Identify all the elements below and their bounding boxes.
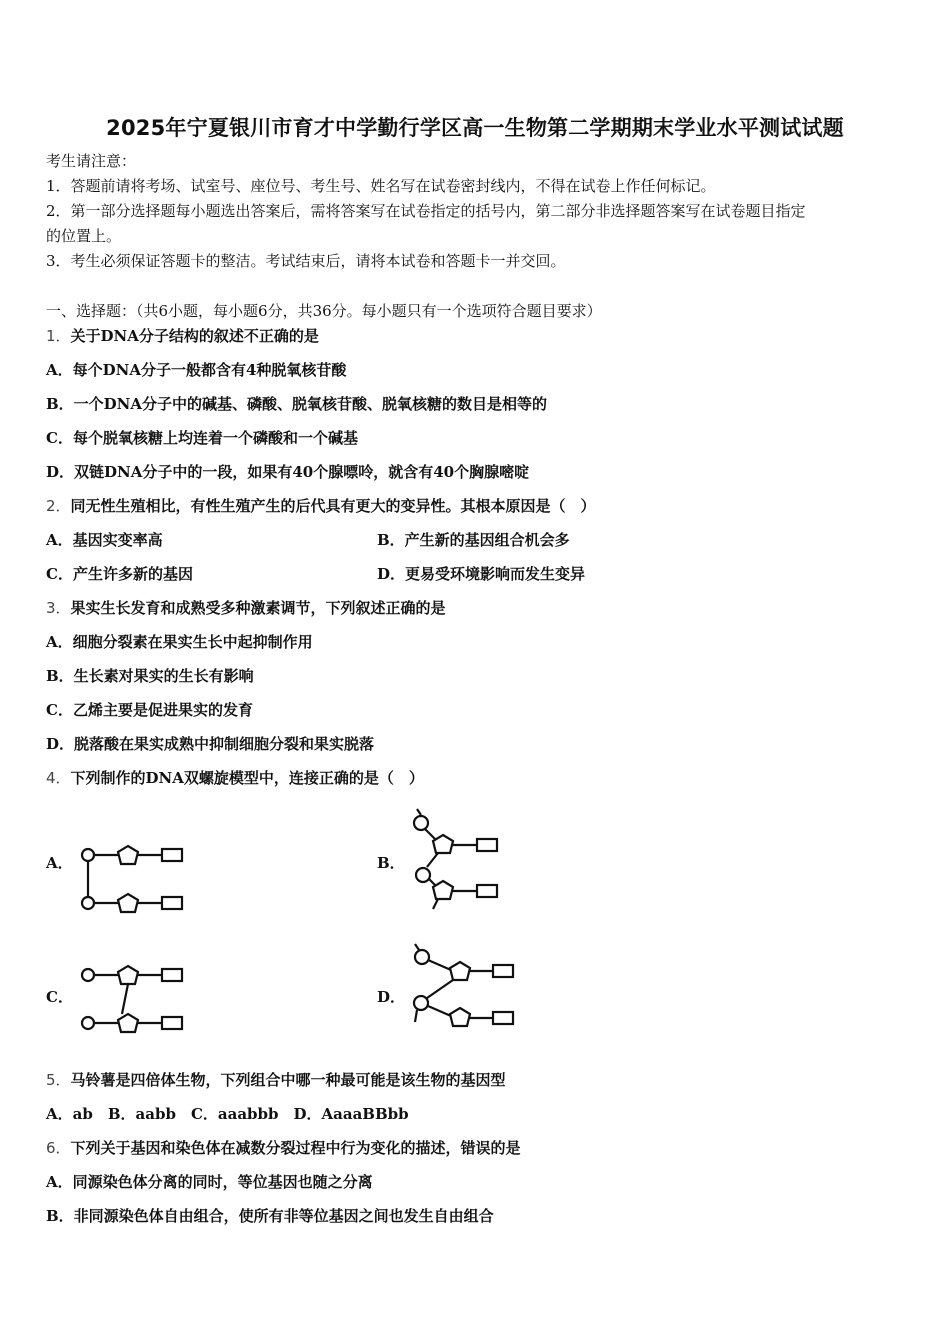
option-c[interactable]: C．乙烯主要是促进果实的发育 xyxy=(46,701,253,719)
backbone-link xyxy=(122,984,128,1014)
dna-model-figure-b[interactable] xyxy=(405,805,505,917)
question-number: 2． xyxy=(46,497,71,515)
base-rect xyxy=(477,839,497,851)
option-d[interactable]: D．双链DNA分子中的一段，如果有40个腺嘌呤，就含有40个胸腺嘧啶 xyxy=(46,463,530,481)
bond-line xyxy=(433,899,438,909)
question-number: 6． xyxy=(46,1139,71,1157)
dna-model-figure-a[interactable] xyxy=(78,840,188,918)
deoxyribose-pentagon xyxy=(433,835,453,853)
phosphate-circle xyxy=(82,1017,94,1029)
option-c[interactable]: C．每个脱氧核糖上均连着一个磷酸和一个碱基 xyxy=(46,429,358,447)
bond-line xyxy=(428,1006,451,1016)
phosphate-circle xyxy=(414,996,428,1010)
question-6 xyxy=(46,1138,521,1158)
option-d[interactable]: D．更易受环境影响而发生变异 xyxy=(377,565,586,583)
question-number: 1． xyxy=(46,327,71,345)
base-rect xyxy=(162,897,182,909)
base-rect xyxy=(162,849,182,861)
question-number: 4． xyxy=(46,769,71,787)
section-heading: 一、选择题：（共6小题，每小题6分，共36分。每小题只有一个选项符合题目要求） xyxy=(46,302,602,320)
deoxyribose-pentagon xyxy=(433,881,453,899)
question-1 xyxy=(46,326,319,346)
option-d[interactable]: D．脱落酸在果实成熟中抑制细胞分裂和果实脱落 xyxy=(46,735,375,753)
deoxyribose-pentagon xyxy=(118,894,138,912)
option-d[interactable]: D． xyxy=(377,988,406,1006)
question-3 xyxy=(46,598,446,618)
bond-line xyxy=(425,829,435,839)
option-b[interactable]: B．生长素对果实的生长有影响 xyxy=(46,667,254,685)
option-a[interactable]: A．每个DNA分子一般都含有4种脱氧核苷酸 xyxy=(46,361,347,379)
option-a[interactable]: A． xyxy=(46,854,73,872)
notice-item: 的位置上。 xyxy=(46,227,122,245)
notice-item: 2．第一部分选择题每小题选出答案后，需将答案写在试卷指定的括号内，第二部分非选择题答案写在试卷题目指定 xyxy=(46,202,806,220)
backbone-link xyxy=(427,853,438,867)
option-b[interactable]: B．非同源染色体自由组合，使所有非等位基因之间也发生自由组合 xyxy=(46,1207,494,1225)
question-4 xyxy=(46,768,424,788)
question-stem: 同无性生殖相比，有性生殖产生的后代具有更大的变异性。其根本原因是（ ） xyxy=(70,497,596,515)
base-rect xyxy=(162,969,182,981)
base-rect xyxy=(477,885,497,897)
option-c[interactable]: C．产生许多新的基因 xyxy=(46,565,193,583)
bond-line xyxy=(417,809,421,815)
bond-line xyxy=(415,944,419,950)
question-stem: 下列关于基因和染色体在减数分裂过程中行为变化的描述，错误的是 xyxy=(70,1139,521,1157)
phosphate-circle xyxy=(82,969,94,981)
question-stem: 下列制作的DNA双螺旋模型中，连接正确的是（ ） xyxy=(70,769,424,787)
question-2 xyxy=(46,496,596,516)
bond-line xyxy=(415,1010,417,1022)
question-stem: 果实生长发育和成熟受多种激素调节，下列叙述正确的是 xyxy=(70,599,446,617)
phosphate-circle xyxy=(82,897,94,909)
phosphate-circle xyxy=(416,868,430,882)
deoxyribose-pentagon xyxy=(118,846,138,864)
question-stem: 关于DNA分子结构的叙述不正确的是 xyxy=(70,327,319,345)
question-number: 3． xyxy=(46,599,71,617)
option-b[interactable]: B． xyxy=(377,854,405,872)
question-5 xyxy=(46,1070,506,1090)
page-title: 2025年宁夏银川市育才中学勤行学区高一生物第二学期期末学业水平测试试题 xyxy=(106,116,844,140)
notice-item: 3．考生必须保证答题卡的整洁。考试结束后，请将本试卷和答题卡一并交回。 xyxy=(46,252,566,270)
bond-line xyxy=(428,960,451,970)
option-b[interactable]: B．产生新的基因组合机会多 xyxy=(377,531,570,549)
dna-model-figure-c[interactable] xyxy=(78,962,188,1040)
notice-item: 1．答题前请将考场、试室号、座位号、考生号、姓名写在试卷密封线内，不得在试卷上作任何标记。 xyxy=(46,177,716,195)
phosphate-circle xyxy=(415,950,429,964)
option-a[interactable]: A．同源染色体分离的同时，等位基因也随之分离 xyxy=(46,1173,373,1191)
bond-line xyxy=(429,879,435,885)
base-rect xyxy=(162,1017,182,1029)
base-rect xyxy=(493,965,513,977)
options-inline[interactable]: A．ab B．aabb C．aaabbb D．AaaaBBbb xyxy=(46,1105,409,1123)
base-rect xyxy=(493,1012,513,1024)
option-c[interactable]: C． xyxy=(46,988,73,1006)
question-stem: 马铃薯是四倍体生物，下列组合中哪一种最可能是该生物的基因型 xyxy=(70,1071,506,1089)
question-number: 5． xyxy=(46,1071,71,1089)
deoxyribose-pentagon xyxy=(450,1008,470,1026)
backbone-link xyxy=(427,980,453,998)
option-a[interactable]: A．细胞分裂素在果实生长中起抑制作用 xyxy=(46,633,313,651)
phosphate-circle xyxy=(82,849,94,861)
phosphate-circle xyxy=(414,816,428,830)
deoxyribose-pentagon xyxy=(450,962,470,980)
notice-heading: 考生请注意： xyxy=(46,152,137,170)
deoxyribose-pentagon xyxy=(118,966,138,984)
option-a[interactable]: A．基因实变率高 xyxy=(46,531,163,549)
deoxyribose-pentagon xyxy=(118,1014,138,1032)
option-b[interactable]: B．一个DNA分子中的碱基、磷酸、脱氧核苷酸、脱氧核糖的数目是相等的 xyxy=(46,395,548,413)
dna-model-figure-d[interactable] xyxy=(405,940,520,1035)
